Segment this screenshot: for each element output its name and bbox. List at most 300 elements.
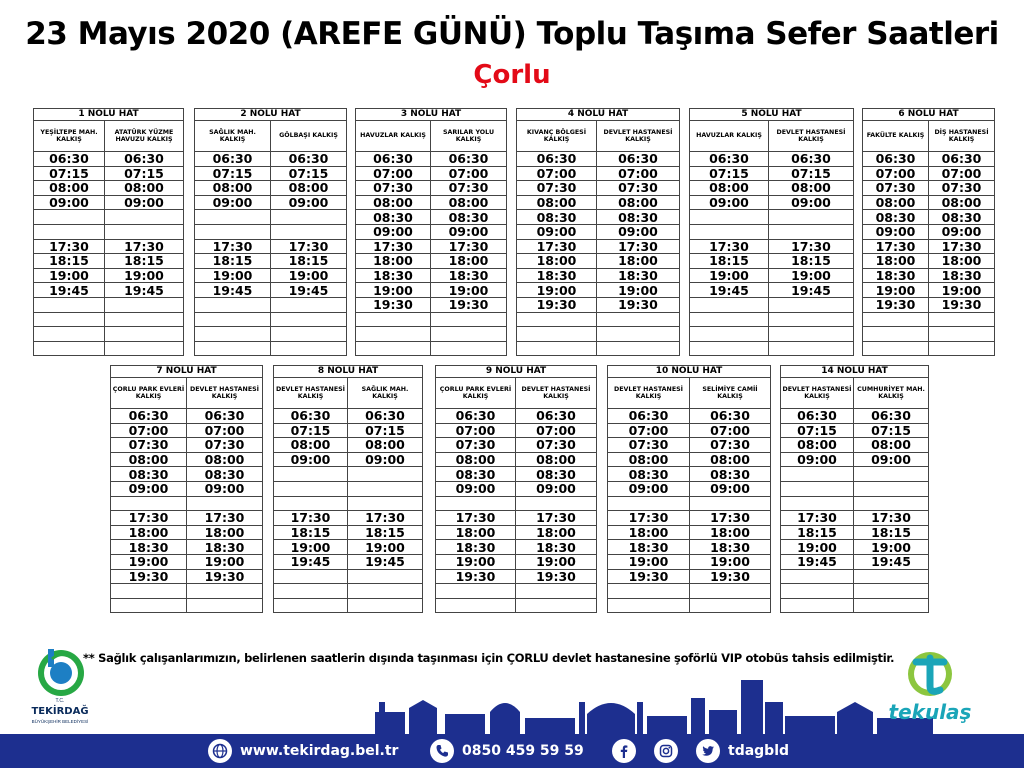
stop-header: HAVUZLAR KALKIŞ	[356, 121, 431, 152]
departure-time	[34, 224, 105, 239]
departure-time	[271, 297, 347, 312]
departure-time: 07:15	[105, 166, 184, 181]
departure-time	[781, 481, 854, 496]
departure-time: 19:45	[195, 283, 271, 298]
table-row	[436, 569, 597, 584]
stop-header: SARILAR YOLU KALKIŞ	[431, 121, 507, 152]
departure-time	[34, 327, 105, 342]
table-row	[274, 598, 423, 613]
page-title: 23 Mayıs 2020 (AREFE GÜNÜ) Toplu Taşıma Sefer Saatleri	[25, 16, 999, 52]
stop-header: HAVUZLAR KALKIŞ	[690, 121, 769, 152]
departure-time: 06:30	[863, 152, 929, 167]
departure-time: 08:00	[929, 195, 995, 210]
table-row	[111, 584, 263, 599]
departure-time	[769, 224, 854, 239]
phone-link[interactable]	[430, 734, 584, 768]
departure-time: 08:00	[111, 452, 187, 467]
departure-time: 07:30	[111, 438, 187, 453]
table-row	[111, 554, 263, 569]
table-row	[781, 452, 929, 467]
departure-time	[690, 496, 771, 511]
table-row	[690, 297, 854, 312]
stop-header: DEVLET HASTANESİ KALKIŞ	[597, 121, 680, 152]
departure-time: 06:30	[769, 152, 854, 167]
departure-time: 07:00	[431, 166, 507, 181]
table-row	[356, 224, 507, 239]
departure-time: 17:30	[690, 511, 771, 526]
departure-time	[274, 467, 348, 482]
table-row	[517, 239, 680, 254]
departure-time: 07:15	[271, 166, 347, 181]
departure-time: 18:30	[597, 268, 680, 283]
table-row	[436, 467, 597, 482]
stop-header: DEVLET HASTANESİ KALKIŞ	[608, 378, 690, 409]
table-row	[34, 166, 184, 181]
table-row	[863, 195, 995, 210]
table-row	[436, 540, 597, 555]
departure-time: 08:00	[516, 452, 597, 467]
departure-time: 09:00	[271, 195, 347, 210]
table-row	[781, 496, 929, 511]
departure-time: 08:00	[34, 181, 105, 196]
table-row	[608, 496, 771, 511]
departure-time: 19:30	[597, 297, 680, 312]
table-row	[111, 423, 263, 438]
departure-time: 19:00	[690, 554, 771, 569]
departure-time	[348, 598, 423, 613]
departure-time: 07:00	[436, 423, 516, 438]
table-row	[863, 268, 995, 283]
table-row	[863, 254, 995, 269]
table-row	[34, 181, 184, 196]
facebook-link[interactable]	[612, 734, 644, 768]
table-row	[781, 540, 929, 555]
schedule-table-hat-5	[689, 108, 854, 356]
stop-header: SAĞLIK MAH. KALKIŞ	[195, 121, 271, 152]
table-row	[111, 540, 263, 555]
departure-time: 19:00	[348, 540, 423, 555]
table-row	[436, 525, 597, 540]
table-row	[195, 195, 347, 210]
table-row	[690, 312, 854, 327]
departure-time	[597, 327, 680, 342]
globe-icon	[208, 739, 232, 763]
departure-time	[105, 327, 184, 342]
departure-time: 07:00	[690, 423, 771, 438]
departure-time: 18:30	[436, 540, 516, 555]
departure-time: 18:30	[517, 268, 597, 283]
departure-time: 17:30	[516, 511, 597, 526]
table-row	[863, 224, 995, 239]
table-row	[111, 496, 263, 511]
departure-time	[690, 584, 771, 599]
table-row	[690, 268, 854, 283]
table-row	[517, 181, 680, 196]
departure-time: 06:30	[105, 152, 184, 167]
departure-time: 19:45	[854, 554, 929, 569]
departure-time: 06:30	[348, 409, 423, 424]
table-row	[781, 525, 929, 540]
departure-time: 18:15	[781, 525, 854, 540]
table-row	[356, 312, 507, 327]
departure-time	[431, 327, 507, 342]
departure-time: 08:00	[436, 452, 516, 467]
departure-time: 19:45	[781, 554, 854, 569]
table-row	[111, 467, 263, 482]
stop-header: SELİMİYE CAMİİ KALKIŞ	[690, 378, 771, 409]
table-row	[356, 239, 507, 254]
departure-time: 19:00	[195, 268, 271, 283]
departure-time: 19:45	[34, 283, 105, 298]
table-row	[111, 409, 263, 424]
departure-time: 18:15	[348, 525, 423, 540]
departure-time: 18:00	[436, 525, 516, 540]
departure-time: 08:00	[690, 452, 771, 467]
table-row	[356, 195, 507, 210]
table-row	[274, 409, 423, 424]
departure-time: 19:45	[690, 283, 769, 298]
departure-time	[854, 481, 929, 496]
table-row	[517, 166, 680, 181]
footer-bar	[0, 734, 1024, 768]
departure-time: 09:00	[781, 452, 854, 467]
departure-time: 17:30	[608, 511, 690, 526]
website-link[interactable]	[208, 734, 398, 768]
departure-time	[348, 569, 423, 584]
hat-title: 9 NOLU HAT	[436, 366, 597, 378]
departure-time	[854, 584, 929, 599]
departure-time: 19:00	[863, 283, 929, 298]
departure-time: 08:30	[597, 210, 680, 225]
twitter-icon	[696, 739, 720, 763]
table-row	[781, 467, 929, 482]
departure-time	[863, 312, 929, 327]
table-row	[34, 297, 184, 312]
departure-time: 19:30	[356, 297, 431, 312]
departure-time: 07:30	[436, 438, 516, 453]
table-row	[274, 569, 423, 584]
instagram-icon	[654, 739, 678, 763]
departure-time: 07:15	[769, 166, 854, 181]
departure-time: 07:00	[863, 166, 929, 181]
departure-time: 09:00	[348, 452, 423, 467]
table-row	[436, 438, 597, 453]
departure-time: 06:30	[781, 409, 854, 424]
departure-time: 17:30	[929, 239, 995, 254]
departure-time: 08:00	[854, 438, 929, 453]
table-row	[356, 341, 507, 356]
departure-time: 18:00	[111, 525, 187, 540]
table-row	[608, 481, 771, 496]
departure-time: 07:30	[863, 181, 929, 196]
departure-time: 18:00	[929, 254, 995, 269]
departure-time	[690, 210, 769, 225]
departure-time: 06:30	[608, 409, 690, 424]
table-row	[34, 239, 184, 254]
departure-time: 09:00	[597, 224, 680, 239]
departure-time: 08:00	[769, 181, 854, 196]
table-row	[517, 283, 680, 298]
departure-time: 19:30	[431, 297, 507, 312]
departure-time: 18:00	[516, 525, 597, 540]
departure-time	[356, 341, 431, 356]
departure-time: 07:30	[690, 438, 771, 453]
hat-title: 5 NOLU HAT	[690, 109, 854, 121]
departure-time	[187, 598, 263, 613]
city-skyline-icon	[365, 672, 935, 734]
table-row	[690, 254, 854, 269]
departure-time: 18:30	[929, 268, 995, 283]
departure-time	[274, 496, 348, 511]
table-row	[436, 481, 597, 496]
table-row	[608, 525, 771, 540]
departure-time: 09:00	[34, 195, 105, 210]
departure-time	[854, 569, 929, 584]
table-row	[863, 327, 995, 342]
table-row	[517, 254, 680, 269]
stop-header: DEVLET HASTANESİ KALKIŞ	[769, 121, 854, 152]
departure-time	[516, 584, 597, 599]
departure-time	[436, 584, 516, 599]
departure-time: 08:00	[690, 181, 769, 196]
stop-header: ATATÜRK YÜZME HAVUZU KALKIŞ	[105, 121, 184, 152]
table-row	[690, 283, 854, 298]
departure-time	[274, 598, 348, 613]
departure-time	[690, 297, 769, 312]
departure-time: 09:00	[608, 481, 690, 496]
departure-time: 08:00	[187, 452, 263, 467]
departure-time	[105, 210, 184, 225]
table-row	[274, 540, 423, 555]
departure-time: 08:00	[517, 195, 597, 210]
table-row	[195, 327, 347, 342]
departure-time	[105, 341, 184, 356]
departure-time: 19:30	[516, 569, 597, 584]
departure-time: 08:00	[105, 181, 184, 196]
table-row	[34, 195, 184, 210]
instagram-link[interactable]	[654, 734, 686, 768]
departure-time: 19:00	[187, 554, 263, 569]
table-row	[608, 409, 771, 424]
stop-header: DİŞ HASTANESİ KALKIŞ	[929, 121, 995, 152]
departure-time: 08:30	[187, 467, 263, 482]
stop-header: YEŞİLTEPE MAH. KALKIŞ	[34, 121, 105, 152]
departure-time: 06:30	[356, 152, 431, 167]
departure-time: 19:45	[274, 554, 348, 569]
hat-title: 6 NOLU HAT	[863, 109, 995, 121]
departure-time: 09:00	[431, 224, 507, 239]
departure-time: 18:15	[195, 254, 271, 269]
departure-time	[105, 224, 184, 239]
hat-title: 7 NOLU HAT	[111, 366, 263, 378]
table-row	[863, 341, 995, 356]
departure-time: 19:30	[111, 569, 187, 584]
table-row	[34, 224, 184, 239]
table-row	[690, 224, 854, 239]
stop-header: ÇORLU PARK EVLERİ KALKIŞ	[436, 378, 516, 409]
departure-time: 19:00	[111, 554, 187, 569]
table-row	[436, 409, 597, 424]
departure-time	[274, 584, 348, 599]
table-row	[608, 423, 771, 438]
departure-time: 07:00	[111, 423, 187, 438]
table-row	[436, 584, 597, 599]
departure-time	[517, 341, 597, 356]
hat-title: 14 NOLU HAT	[781, 366, 929, 378]
table-row	[274, 423, 423, 438]
table-row	[356, 268, 507, 283]
table-row	[781, 584, 929, 599]
hat-title: 8 NOLU HAT	[274, 366, 423, 378]
table-row	[195, 312, 347, 327]
table-row	[608, 598, 771, 613]
departure-time	[271, 327, 347, 342]
table-row	[195, 210, 347, 225]
departure-time: 08:30	[929, 210, 995, 225]
table-row	[356, 327, 507, 342]
table-row	[195, 239, 347, 254]
departure-time: 06:30	[597, 152, 680, 167]
table-row	[356, 152, 507, 167]
departure-time: 09:00	[517, 224, 597, 239]
schedule-table-hat-10	[607, 365, 771, 613]
table-row	[781, 598, 929, 613]
departure-time: 17:30	[274, 511, 348, 526]
table-row	[608, 584, 771, 599]
departure-time: 06:30	[111, 409, 187, 424]
departure-time: 06:30	[854, 409, 929, 424]
table-row	[781, 511, 929, 526]
departure-time	[608, 496, 690, 511]
departure-time	[34, 297, 105, 312]
departure-time: 07:15	[195, 166, 271, 181]
table-row	[517, 327, 680, 342]
departure-time: 19:45	[769, 283, 854, 298]
departure-time: 06:30	[187, 409, 263, 424]
departure-time: 07:15	[690, 166, 769, 181]
departure-time: 17:30	[854, 511, 929, 526]
twitter-link[interactable]	[696, 734, 789, 768]
departure-time: 19:00	[690, 268, 769, 283]
departure-time: 18:00	[608, 525, 690, 540]
table-row	[111, 511, 263, 526]
departure-time: 19:00	[854, 540, 929, 555]
departure-time	[274, 481, 348, 496]
table-row	[195, 254, 347, 269]
departure-time: 17:30	[781, 511, 854, 526]
departure-time: 08:30	[608, 467, 690, 482]
table-row	[863, 297, 995, 312]
departure-time: 09:00	[854, 452, 929, 467]
departure-time	[195, 210, 271, 225]
table-row	[34, 152, 184, 167]
departure-time: 18:00	[431, 254, 507, 269]
table-row	[34, 312, 184, 327]
departure-time: 07:30	[608, 438, 690, 453]
departure-time: 06:30	[274, 409, 348, 424]
departure-time	[111, 598, 187, 613]
departure-time: 18:30	[187, 540, 263, 555]
departure-time: 08:30	[863, 210, 929, 225]
departure-time: 08:00	[271, 181, 347, 196]
table-row	[863, 239, 995, 254]
hat-title: 1 NOLU HAT	[34, 109, 184, 121]
departure-time	[690, 327, 769, 342]
table-row	[34, 268, 184, 283]
phone-icon	[430, 739, 454, 763]
departure-time: 07:00	[187, 423, 263, 438]
departure-time: 19:30	[187, 569, 263, 584]
departure-time: 19:45	[271, 283, 347, 298]
table-row	[863, 210, 995, 225]
departure-time: 08:00	[608, 452, 690, 467]
departure-time	[781, 496, 854, 511]
table-row	[863, 312, 995, 327]
table-row	[111, 438, 263, 453]
departure-time: 19:00	[929, 283, 995, 298]
table-row	[608, 438, 771, 453]
departure-time: 17:30	[34, 239, 105, 254]
departure-time	[105, 312, 184, 327]
departure-time	[436, 496, 516, 511]
departure-time: 07:30	[431, 181, 507, 196]
departure-time	[195, 224, 271, 239]
table-row	[690, 327, 854, 342]
table-row	[517, 210, 680, 225]
departure-time: 08:00	[195, 181, 271, 196]
departure-time: 09:00	[105, 195, 184, 210]
departure-time: 09:00	[195, 195, 271, 210]
table-row	[608, 511, 771, 526]
footnote: ** Sağlık çalışanlarımızın, belirlenen saatlerin dışında taşınması için ÇORLU devlet hastanesine şoförlü VIP otobüs tahsis edilmiştir.	[83, 651, 895, 665]
table-row	[356, 254, 507, 269]
table-row	[274, 452, 423, 467]
schedule-table-hat-2	[194, 108, 347, 356]
departure-time: 19:00	[597, 283, 680, 298]
stop-header: DEVLET HASTANESİ KALKIŞ	[274, 378, 348, 409]
table-row	[781, 569, 929, 584]
table-row	[863, 166, 995, 181]
departure-time	[356, 327, 431, 342]
table-row	[436, 598, 597, 613]
table-row	[274, 511, 423, 526]
departure-time: 19:00	[356, 283, 431, 298]
departure-time: 19:00	[517, 283, 597, 298]
departure-time: 08:30	[690, 467, 771, 482]
departure-time: 07:00	[356, 166, 431, 181]
departure-time: 07:15	[274, 423, 348, 438]
table-row	[690, 210, 854, 225]
departure-time	[34, 341, 105, 356]
departure-time: 09:00	[929, 224, 995, 239]
departure-time: 06:30	[690, 409, 771, 424]
departure-time: 19:00	[516, 554, 597, 569]
departure-time: 07:30	[517, 181, 597, 196]
departure-time: 17:30	[517, 239, 597, 254]
departure-time: 18:00	[517, 254, 597, 269]
stop-header: DEVLET HASTANESİ KALKIŞ	[516, 378, 597, 409]
table-row	[356, 297, 507, 312]
departure-time: 08:00	[781, 438, 854, 453]
departure-time: 08:30	[431, 210, 507, 225]
departure-time: 09:00	[274, 452, 348, 467]
departure-time: 07:30	[187, 438, 263, 453]
departure-time	[431, 312, 507, 327]
table-row	[608, 467, 771, 482]
departure-time	[863, 341, 929, 356]
table-row	[356, 166, 507, 181]
departure-time	[187, 496, 263, 511]
